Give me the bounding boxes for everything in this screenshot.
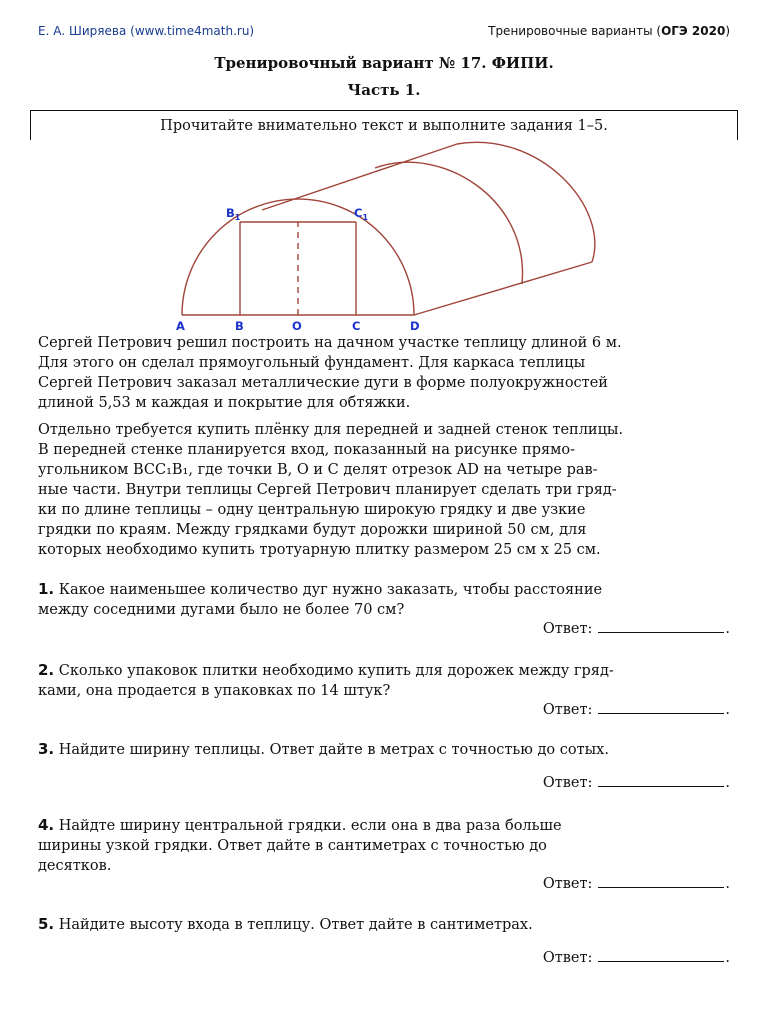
question-line xyxy=(38,914,730,935)
answer-1: Ответ: . xyxy=(542,621,730,637)
answer-blank[interactable] xyxy=(598,960,724,962)
question-number: 5. xyxy=(38,915,55,933)
header-series-exam: ОГЭ 2020 xyxy=(661,24,726,38)
question-line: между соседними дугами было не более 70 см? xyxy=(38,602,405,618)
greenhouse-diagram xyxy=(170,138,610,338)
question-line: десятков. xyxy=(38,858,112,874)
text-line: Отдельно требуется купить плёнку для передней и задней стенок теплицы. xyxy=(38,422,624,438)
label-B: B xyxy=(235,319,244,333)
label-C: C xyxy=(352,319,361,333)
middle-arc xyxy=(375,162,522,284)
greenhouse-figure xyxy=(170,138,610,338)
text-line: ки по длине теплицы – одну центральную широкую грядку и две узкие xyxy=(38,502,586,518)
label-D: D xyxy=(410,319,420,333)
answer-label: Ответ: xyxy=(542,775,593,791)
question-line xyxy=(38,739,730,760)
label-O: O xyxy=(292,319,302,333)
text-line: Сергей Петрович заказал металлические дуги в форме полуокружностей xyxy=(38,375,608,391)
label-B1-sub: 1 xyxy=(234,213,241,222)
answer-2: Ответ: . xyxy=(542,702,730,718)
instruction-text: Прочитайте внимательно текст и выполните задания 1–5. xyxy=(160,118,608,134)
text-line: грядки по краям. Между грядками будут дорожки шириной 50 см, для xyxy=(38,522,587,538)
text-line: Для этого он сделал прямоугольный фундамент. Для каркаса теплицы xyxy=(38,355,586,371)
label-B1-main: B xyxy=(226,206,235,220)
question-number: 4. xyxy=(38,816,55,834)
question-number: 2. xyxy=(38,661,55,679)
question-text: Какое наименьшее количество дуг нужно заказать, чтобы расстояние xyxy=(58,582,603,598)
answer-4: Ответ: . xyxy=(542,876,730,892)
header-author: Е. А. Ширяева (www.time4math.ru) xyxy=(38,24,255,38)
text-line: ные части. Внутри теплицы Сергей Петрович планирует сделать три гряд- xyxy=(38,482,617,498)
answer-label: Ответ: xyxy=(542,876,593,892)
back-arc xyxy=(457,142,595,262)
instruction-box xyxy=(30,110,738,140)
paragraph-intro xyxy=(38,333,730,413)
answer-label: Ответ: xyxy=(542,950,593,966)
text-line: В передней стенке планируется вход, показанный на рисунке прямо- xyxy=(38,442,576,458)
page-subtitle: Часть 1. xyxy=(347,81,421,99)
answer-blank[interactable] xyxy=(598,886,724,888)
label-A: A xyxy=(176,319,185,333)
ridge-line xyxy=(262,144,457,210)
question-number: 1. xyxy=(38,580,55,598)
question-line xyxy=(38,579,730,600)
label-C1 xyxy=(354,206,368,222)
question-line xyxy=(38,815,730,836)
header-series-prefix: Тренировочные варианты ( xyxy=(488,24,662,38)
answer-label: Ответ: xyxy=(542,621,593,637)
answer-blank[interactable] xyxy=(598,712,724,714)
answer-label: Ответ: xyxy=(542,702,593,718)
question-3 xyxy=(38,739,730,760)
question-4 xyxy=(38,815,730,876)
question-5 xyxy=(38,914,730,935)
text-line: которых необходимо купить тротуарную плитку размером 25 см х 25 см. xyxy=(38,542,601,558)
question-text: Найдте ширину центральной грядки. если она в два раза больше xyxy=(58,818,562,834)
question-line: ками, она продается в упаковках по 14 штук? xyxy=(38,683,391,699)
question-line: ширины узкой грядки. Ответ дайте в сантиметрах с точностью до xyxy=(38,838,547,854)
text-line: длиной 5,53 м каждая и покрытие для обтяжки. xyxy=(38,395,411,411)
bottom-edge xyxy=(414,262,592,315)
answer-blank[interactable] xyxy=(598,785,724,787)
answer-blank[interactable] xyxy=(598,631,724,633)
question-2 xyxy=(38,660,730,701)
answer-3: Ответ: . xyxy=(542,775,730,791)
question-1 xyxy=(38,579,730,620)
answer-5: Ответ: . xyxy=(542,950,730,966)
label-B1 xyxy=(226,206,241,222)
text-line: Сергей Петрович решил построить на дачном участке теплицу длиной 6 м. xyxy=(38,335,622,351)
question-text: Найдите высоту входа в теплицу. Ответ дайте в сантиметрах. xyxy=(58,917,533,933)
header-series xyxy=(488,24,730,38)
label-C1-main: C xyxy=(354,206,363,220)
page-title: Тренировочный вариант № 17. ФИПИ. xyxy=(214,54,554,72)
question-line xyxy=(38,660,730,681)
paragraph-details xyxy=(38,420,730,560)
question-text: Сколько упаковок плитки необходимо купить для дорожек между гряд- xyxy=(58,663,614,679)
question-text: Найдите ширину теплицы. Ответ дайте в метрах с точностью до сотых. xyxy=(58,742,609,758)
text-line: угольником BCC₁B₁, где точки B, O и C делят отрезок AD на четыре рав- xyxy=(38,462,598,478)
question-number: 3. xyxy=(38,740,55,758)
label-C1-sub: 1 xyxy=(362,213,369,222)
header-series-suffix: ) xyxy=(725,24,730,38)
